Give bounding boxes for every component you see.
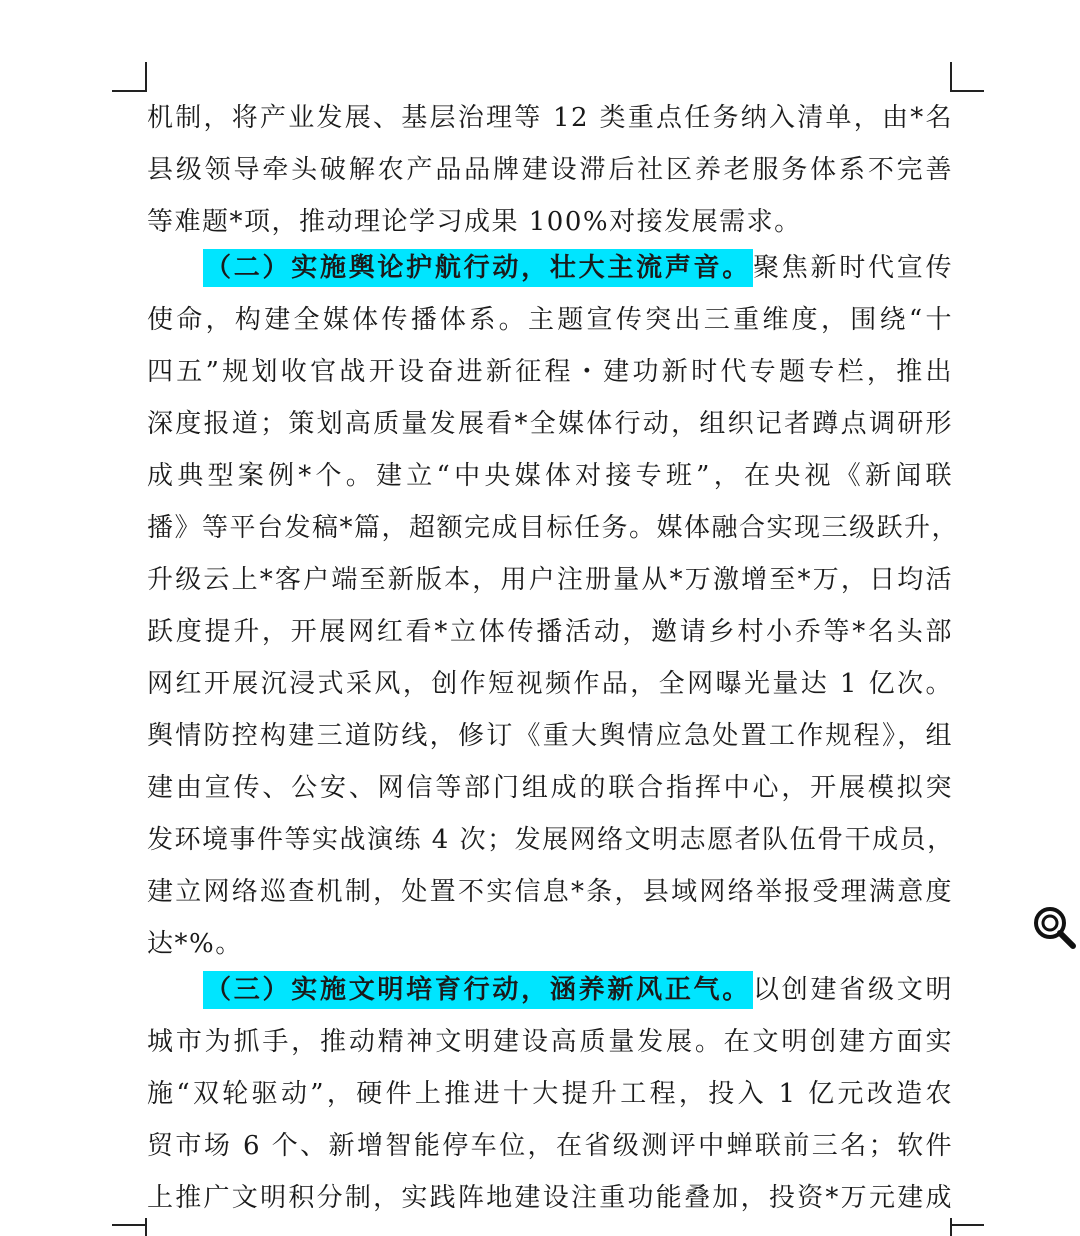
section-heading-3: （三）实施文明培育行动，涵养新风正气。 — [203, 971, 753, 1009]
paragraph-1-line: 机制，将产业发展、基层治理等 12 类重点任务纳入清单，由*名 — [147, 103, 953, 133]
paragraph-3-lead-text: 以创建省级文明 — [753, 975, 953, 1005]
crop-mark-top-left-vertical — [145, 62, 147, 92]
paragraph-3-first-line — [147, 964, 953, 1016]
paragraph-2-line: 建立网络巡查机制，处置不实信息*条，县域网络举报受理满意度 — [147, 877, 953, 907]
crop-mark-bottom-left — [112, 1224, 146, 1226]
paragraph-2-line: 发环境事件等实战演练 4 次；发展网络文明志愿者队伍骨干成员， — [147, 825, 955, 855]
paragraph-2-line: 四五”规划收官战开设奋进新征程・建功新时代专题专栏，推出 — [147, 357, 953, 387]
paragraph-3-line: 城市为抓手，推动精神文明建设高质量发展。在文明创建方面实 — [147, 1027, 953, 1057]
paragraph-2-first-line — [147, 242, 953, 294]
paragraph-2-line: 建由宣传、公安、网信等部门组成的联合指挥中心，开展模拟突 — [147, 773, 953, 803]
paragraph-2-line: 跃度提升，开展网红看*立体传播活动，邀请乡村小乔等*名头部 — [147, 617, 953, 647]
paragraph-3-line: 施“双轮驱动”，硬件上推进十大提升工程，投入 1 亿元改造农 — [147, 1079, 953, 1109]
paragraph-2-line: 达*%。 — [147, 929, 243, 959]
crop-mark-bottom-right — [950, 1224, 984, 1226]
crop-mark-top-right — [950, 90, 984, 92]
paragraph-1 — [147, 92, 953, 248]
paragraph-2-line: 升级云上*客户端至新版本，用户注册量从*万激增至*万，日均活 — [147, 565, 953, 595]
paragraph-2-line: 网红开展沉浸式采风，创作短视频作品，全网曝光量达 1 亿次。 — [147, 669, 953, 699]
paragraph-3-line: 贸市场 6 个、新增智能停车位，在省级测评中蝉联前三名；软件 — [147, 1131, 953, 1161]
paragraph-3-line: 上推广文明积分制，实践阵地建设注重功能叠加，投资*万元建成 — [147, 1183, 953, 1213]
crop-mark-top-left — [112, 90, 146, 92]
paragraph-2-line: 播》等平台发稿*篇，超额完成目标任务。媒体融合实现三级跃升， — [147, 513, 960, 543]
section-heading-2: （二）实施舆论护航行动，壮大主流声音。 — [203, 249, 753, 287]
paragraph-2-line: 舆情防控构建三道防线，修订《重大舆情应急处置工作规程》，组 — [147, 721, 953, 751]
paragraph-2-line: 使命，构建全媒体传播体系。主题宣传突出三重维度，围绕“十 — [147, 305, 953, 335]
paragraph-2-line: 深度报道；策划高质量发展看*全媒体行动，组织记者蹲点调研形 — [147, 409, 953, 439]
crop-mark-top-right-vertical — [950, 62, 952, 92]
paragraph-3 — [147, 964, 953, 1224]
paragraph-2 — [147, 242, 960, 970]
paragraph-1-line: 等难题*项，推动理论学习成果 100%对接发展需求。 — [147, 207, 802, 237]
paragraph-2-line: 成典型案例*个。建立“中央媒体对接专班”，在央视《新闻联 — [147, 461, 953, 491]
paragraph-1-line: 县级领导牵头破解农产品品牌建设滞后社区养老服务体系不完善 — [147, 155, 953, 185]
magnifier-zoom-icon[interactable] — [1030, 903, 1078, 951]
paragraph-2-lead-text: 聚焦新时代宣传 — [753, 253, 953, 283]
